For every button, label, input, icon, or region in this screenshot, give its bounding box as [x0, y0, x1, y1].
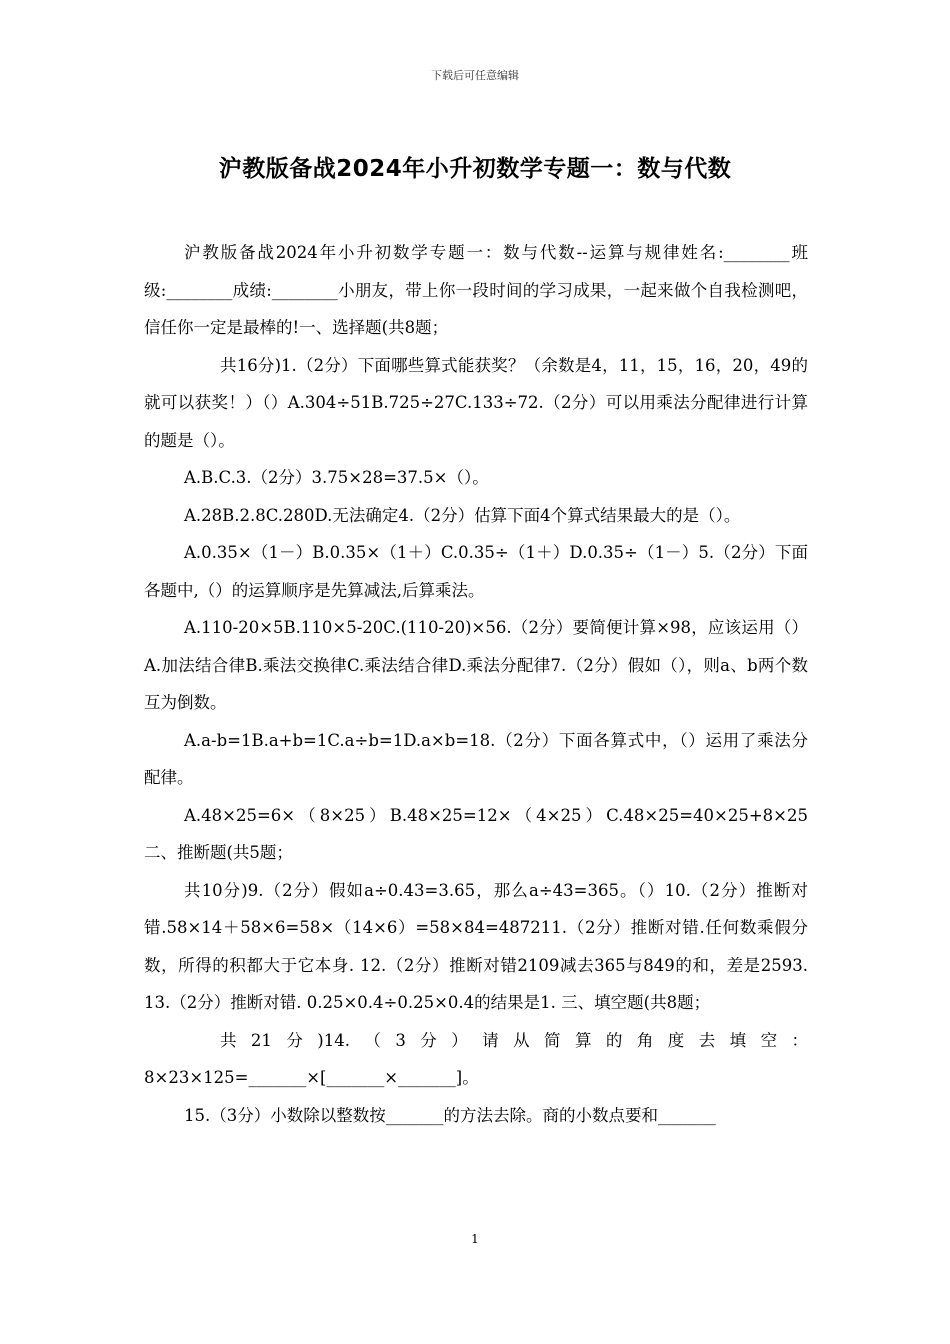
- paragraph-q5: A.0.35×（1－）B.0.35×（1＋）C.0.35÷（1＋）D.0.35÷（1－）5.（2分）下面各题中,（）的运算顺序是先算减法,后算乘法。: [144, 543, 808, 600]
- paragraph-intro: 沪教版备战2024年小升初数学专题一：数与代数--运算与规律姓名:________班级:________成绩:________小朋友，带上你一段时间的学习成果，一起来做个自我检测吧，信任你一定是最棒的!一、选择题(共8题；: [144, 243, 808, 337]
- paragraph-q15: 15.（3分）小数除以整数按_______的方法去除。商的小数点要和_______: [184, 1105, 716, 1125]
- page-header: 下载后可任意编辑: [431, 69, 519, 82]
- paragraph-q1: 共16分)1.（2分）下面哪些算式能获奖？（余数是4，11，15，16，20，49的就可以获奖！）（）A.304÷51B.725÷27C.133÷72.（2分）可以用乘法分配律进行计算的题是（）。: [144, 355, 808, 450]
- document-body: [144, 234, 808, 1134]
- paragraph-q4: A.28B.2.8C.280D.无法确定4.（2分）估算下面4个算式结果最大的是（）。: [184, 505, 741, 525]
- paragraph-q3: A.B.C.3.（2分）3.75×28=37.5×（）。: [184, 468, 489, 487]
- paragraph-q14: 共21分)14.（3分）请从简算的角度去填空：8×23×125=_______×[_______×_______]。: [144, 1030, 808, 1087]
- paragraph-section-2: A.48×25=6×（8×25）B.48×25=12×（4×25）C.48×25=40×25+8×25二、推断题(共5题；: [144, 805, 808, 862]
- page-number: 1: [471, 1232, 479, 1246]
- paragraph-q9: 共10分)9.（2分）假如a÷0.43=3.65，那么a÷43=365。（）10.（2分）推断对错.58×14＋58×6=58×（14×6）=58×84=487211.（2分）推断对错.任何数乘假分数，所得的积都大于它本身. 12.（2分）推断对错2109减去365与849的和，差是2593. 13.（2分）推断对错. 0.25×0.4÷0.25×0.4的结果是1. 三、填空题(共8题；: [144, 880, 808, 1012]
- document-title: 沪教版备战2024年小升初数学专题一：数与代数: [218, 156, 732, 182]
- paragraph-q6: A.110-20×5B.110×5-20C.(110-20)×56.（2分）要简便计算×98，应该运用（）A.加法结合律B.乘法交换律C.乘法结合律D.乘法分配律7.（2分）假如（），则a、b两个数互为倒数。: [144, 618, 808, 712]
- paragraph-q8: A.a-b=1B.a+b=1C.a÷b=1D.a×b=18.（2分）下面各算式中，（）运用了乘法分配律。: [144, 730, 808, 787]
